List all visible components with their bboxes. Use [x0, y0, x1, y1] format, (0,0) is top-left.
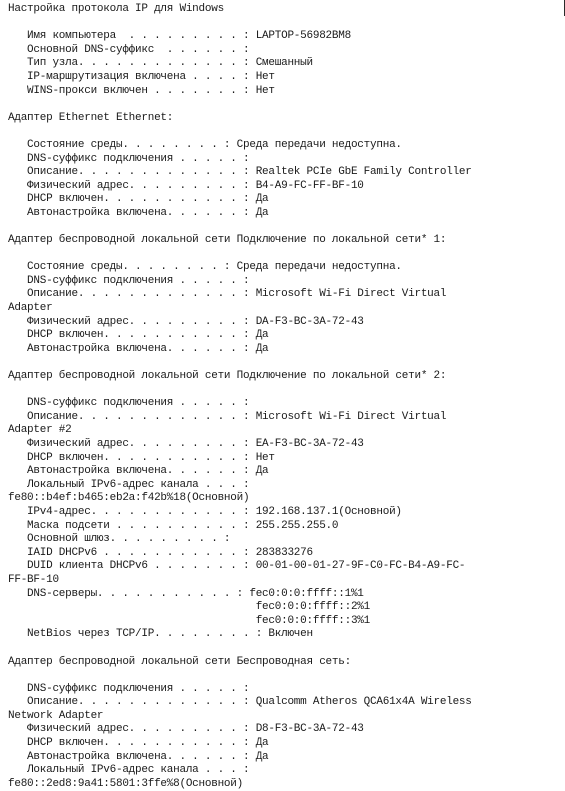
console-line: fe80::b4ef:b465:eb2a:f42b%18(Основной) [8, 492, 250, 505]
console-line: DNS-серверы. . . . . . . . . . . : fec0:0:0:ffff::1%1 [8, 587, 364, 600]
console-line: Имя компьютера . . . . . . . . . : LAPTOP-56982BM8 [8, 30, 351, 43]
console-line: fe80::2ed8:9a41:5801:3ffe%8(Основной) [8, 777, 243, 790]
console-line: Основной DNS-суффикс . . . . . . : [8, 43, 250, 56]
blank-line [8, 221, 565, 235]
console-line: IP-маршрутизация включена . . . . : Нет [8, 70, 275, 83]
console-line: Физический адрес. . . . . . . . . : D8-F3-BC-3A-72-43 [8, 723, 364, 736]
console-line: Описание. . . . . . . . . . . . . : Realtek PCIe GbE Family Controller [8, 166, 472, 179]
console-line: Адаптер беспроводной локальной сети Подключение по локальной сети* 2: [8, 370, 447, 383]
console-line: Автонастройка включена. . . . . . : Да [8, 206, 269, 219]
console-line: Адаптер беспроводной локальной сети Беспроводная сеть: [8, 655, 351, 668]
console-line: DHCP включен. . . . . . . . . . . : Да [8, 193, 269, 206]
console-line: Адаптер Ethernet Ethernet: [8, 111, 174, 124]
console-line: DHCP включен. . . . . . . . . . . : Да [8, 329, 269, 342]
console-line: Описание. . . . . . . . . . . . . : Qualcomm Atheros QCA61x4A Wireless [8, 696, 472, 709]
blank-line [8, 98, 565, 112]
console-line: DNS-суффикс подключения . . . . . : [8, 152, 250, 165]
console-line: IAID DHCPv6 . . . . . . . . . . . : 283833276 [8, 546, 313, 559]
blank-line [8, 17, 565, 31]
console-line: Описание. . . . . . . . . . . . . : Microsoft Wi-Fi Direct Virtual [8, 410, 447, 423]
console-line: Описание. . . . . . . . . . . . . : Microsoft Wi-Fi Direct Virtual [8, 288, 447, 301]
blank-line [8, 248, 565, 262]
console-line: fec0:0:0:ffff::2%1 [8, 601, 371, 614]
console-line: Адаптер беспроводной локальной сети Подключение по локальной сети* 1: [8, 234, 447, 247]
console-line: NetBios через TCP/IP. . . . . . . . : Включен [8, 628, 313, 641]
console-line: Состояние среды. . . . . . . . : Среда передачи недоступна. [8, 138, 402, 151]
console-line: Физический адрес. . . . . . . . . : DA-F3-BC-3A-72-43 [8, 315, 364, 328]
console-line: DNS-суффикс подключения . . . . . : [8, 274, 250, 287]
console-line: Физический адрес. . . . . . . . . : B4-A9-FC-FF-BF-10 [8, 179, 364, 192]
console-line: Тип узла. . . . . . . . . . . . . : Смешанный [8, 57, 313, 70]
console-line: fec0:0:0:ffff::3%1 [8, 614, 371, 627]
console-line: Adapter #2 [8, 424, 72, 437]
console-line: Network Adapter [8, 709, 104, 722]
blank-line [8, 669, 565, 683]
console-line: Автонастройка включена. . . . . . : Да [8, 465, 269, 478]
console-line: IPv4-адрес. . . . . . . . . . . . : 192.168.137.1(Основной) [8, 505, 402, 518]
console-line: Физический адрес. . . . . . . . . : EA-F3-BC-3A-72-43 [8, 438, 364, 450]
console-line: DUID клиента DHCPv6 . . . . . . . : 00-01-00-01-27-9F-C0-FC-B4-A9-FC- [8, 560, 466, 573]
console-line: FF-BF-10 [8, 573, 59, 586]
blank-line [8, 642, 565, 656]
console-line: Состояние среды. . . . . . . . : Среда передачи недоступна. [8, 261, 402, 274]
blank-line [8, 125, 565, 139]
console-line: Настройка протокола IP для Windows [8, 3, 224, 15]
console-line: Adapter [8, 302, 53, 315]
console-line: Локальный IPv6-адрес канала . . . : [8, 478, 250, 491]
console-line: DHCP включен. . . . . . . . . . . : Нет [8, 451, 275, 464]
console-line: Автонастройка включена. . . . . . : Да [8, 750, 269, 763]
console-line: Маска подсети . . . . . . . . . . : 255.255.255.0 [8, 519, 339, 532]
console-line: DNS-суффикс подключения . . . . . : [8, 397, 250, 410]
console-line: Автонастройка включена. . . . . . : Да [8, 342, 269, 355]
console-line: DHCP включен. . . . . . . . . . . : Да [8, 737, 269, 750]
blank-line [8, 356, 565, 370]
console-line: DNS-суффикс подключения . . . . . : [8, 682, 250, 695]
blank-line [8, 384, 565, 398]
console-line: WINS-прокси включен . . . . . . . : Нет [8, 84, 275, 97]
console-output[interactable] [8, 3, 565, 791]
console-line: Локальный IPv6-адрес канала . . . : [8, 764, 250, 777]
console-line: Основной шлюз. . . . . . . . . : [8, 533, 231, 546]
